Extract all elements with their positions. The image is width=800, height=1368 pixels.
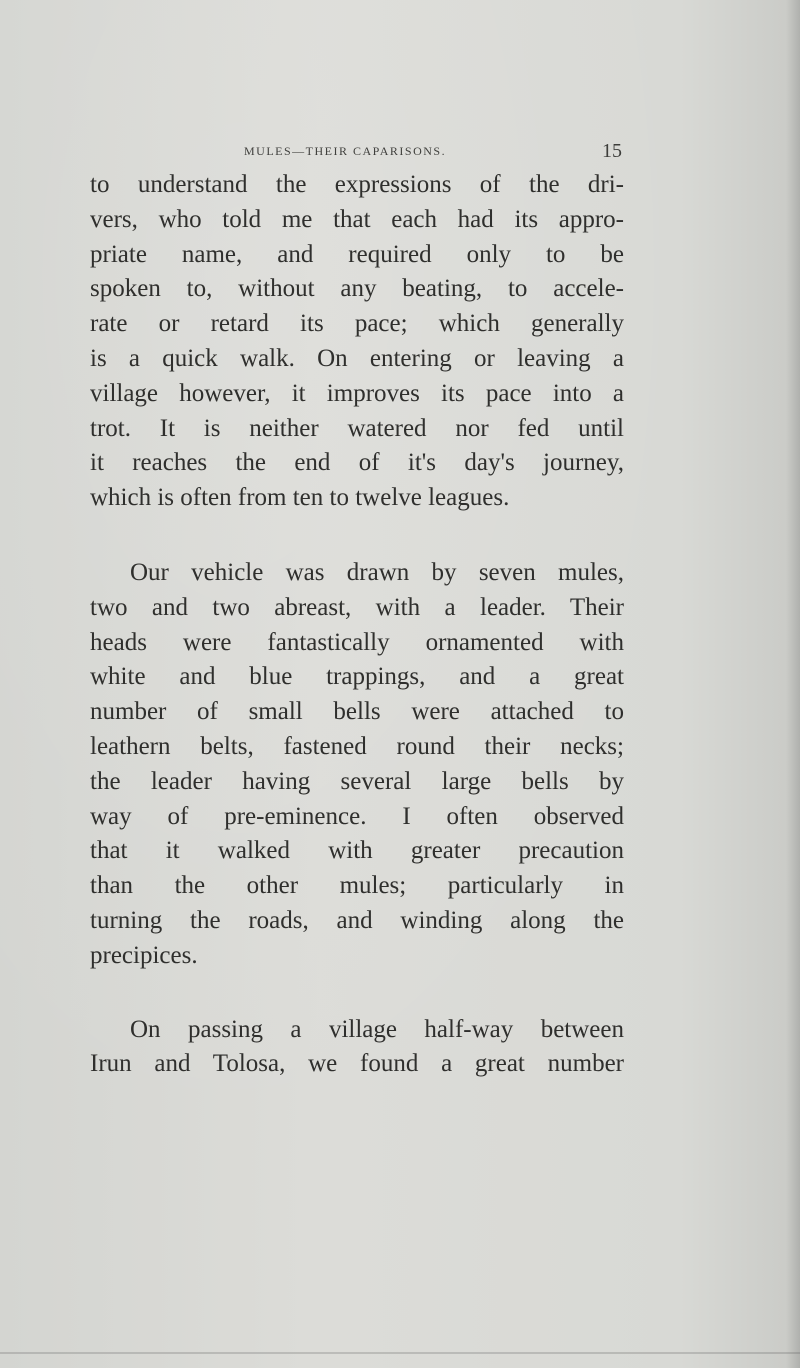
text-line: heads were fantastically ornamented with [90,628,624,656]
paragraph-1 [90,168,624,516]
paragraph-spacer [90,516,624,556]
text-line: rate or retard its pace; which generally [90,310,624,338]
running-head [90,140,624,164]
text-line: precipices. [90,941,198,969]
text-line: turning the roads, and winding along the [90,906,624,934]
text-line: two and two abreast, with a leader. Their [90,593,624,621]
text-line: vers, who told me that each had its appro- [90,205,624,233]
text-line: the leader having several large bells by [90,767,624,795]
text-line: white and blue trappings, and a great [90,663,624,691]
paragraph-3 [90,1013,624,1083]
page-bottom-edge [0,1352,800,1354]
text-line: Irun and Tolosa, we found a great number [90,1050,624,1078]
text-line: is a quick walk. On entering or leaving a [90,344,624,372]
text-line: spoken to, without any beating, to accele- [90,275,624,303]
text-line: way of pre-eminence. I often observed [90,802,624,830]
text-line: leathern belts, fastened round their necks; [90,732,624,760]
text-line: Our vehicle was drawn by seven mules, [130,558,624,586]
body-text [90,168,624,1082]
text-line: village however, it improves its pace into a [90,379,624,407]
text-line: than the other mules; particularly in [90,872,624,900]
page-edge-shadow [786,0,800,1368]
text-line: that it walked with greater precaution [90,837,624,865]
text-line: it reaches the end of it's day's journey, [90,449,624,477]
paragraph-spacer [90,974,624,1013]
text-line: which is often from ten to twelve leagues. [90,484,510,512]
text-line: On passing a village half-way between [130,1015,624,1043]
text-line: trot. It is neither watered nor fed until [90,414,624,442]
text-line: number of small bells were attached to [90,698,624,726]
running-title: MULES—THEIR CAPARISONS. [244,144,447,158]
text-line: to understand the expressions of the dri- [90,171,624,198]
paragraph-2 [90,556,624,974]
page-number: 15 [602,140,622,162]
text-line: priate name, and required only to be [90,240,624,268]
